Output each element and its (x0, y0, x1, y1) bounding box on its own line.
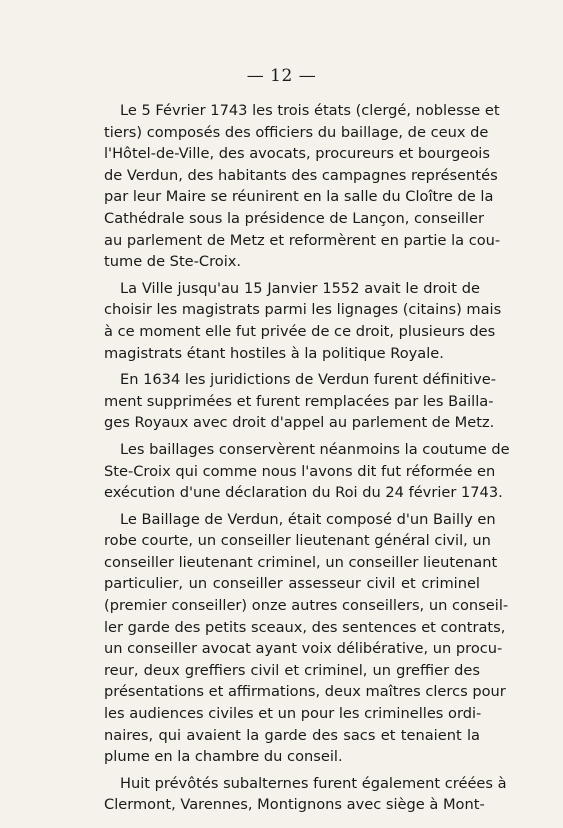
text-line: magistrats étant hostiles à la politique Royale. (104, 344, 444, 362)
text-line: naires, qui avaient la garde des sacs et tenaient la (104, 726, 480, 744)
text-line: tiers) composés des officiers du baillage, de ceux de (104, 123, 489, 141)
paragraph (104, 278, 502, 364)
text-line: Cathédrale sous la présidence de Lançon, conseiller (104, 209, 484, 227)
text-line: au parlement de Metz et reformèrent en partie la cou- (104, 231, 501, 249)
text-line: à ce moment elle fut privée de ce droit, plusieurs des (104, 322, 496, 340)
text-line: un conseiller avocat ayant voix délibérative, un procu- (104, 640, 503, 658)
page-number: — 12 — (246, 66, 317, 86)
paragraph (104, 509, 509, 768)
text-line: Le Baillage de Verdun, était composé d'un Bailly en (120, 510, 496, 528)
text-line: de Verdun, des habitants des campagnes représentés (104, 166, 498, 184)
text-line: choisir les magistrats parmi les lignages (citains) mais (104, 301, 502, 319)
text-line: ges Royaux avec droit d'appel au parlement de Metz. (104, 414, 495, 432)
text-line: Ste-Croix qui comme nous l'avons dit fut réformée en (104, 462, 496, 480)
paragraph (104, 439, 510, 504)
text-line: Huit prévôtés subalternes furent également créées à (120, 774, 507, 792)
text-line: La Ville jusqu'au 15 Janvier 1552 avait le droit de (120, 279, 480, 297)
paragraph (104, 773, 507, 816)
text-line: conseiller lieutenant criminel, un conseiller lieutenant (104, 553, 498, 571)
text-line: les audiences civiles et un pour les criminelles ordi- (104, 705, 482, 723)
text-line: Le 5 Février 1743 les trois états (clergé, noblesse et (120, 102, 500, 119)
text-line: ment supprimées et furent remplacées par les Bailla- (104, 392, 494, 410)
paragraph (104, 100, 501, 273)
text-line: En 1634 les juridictions de Verdun furent définitive- (120, 371, 496, 389)
text-line: tume de Ste-Croix. (104, 253, 242, 271)
text-line: présentations et affirmations, deux maîtres clercs pour (104, 683, 506, 701)
text-line: plume en la chambre du conseil. (104, 748, 343, 766)
text-line: robe courte, un conseiller lieutenant général civil, un (104, 532, 491, 550)
text-line: ler garde des petits sceaux, des sentences et contrats, (104, 618, 506, 636)
text-line: l'Hôtel-de-Ville, des avocats, procureurs et bourgeois (104, 145, 490, 163)
paragraph (104, 369, 496, 434)
body-text (104, 100, 510, 816)
text-line: Clermont, Varennes, Montignons avec siège à Mont- (104, 796, 485, 814)
text-line: exécution d'une déclaration du Roi du 24 février 1743. (104, 484, 503, 502)
text-line: Les baillages conservèrent néanmoins la coutume de (120, 440, 510, 458)
text-line: particulier, un conseiller assesseur civil et criminel (104, 575, 480, 593)
text-line: reur, deux greffiers civil et criminel, un greffier des (104, 661, 480, 679)
text-line: par leur Maire se réunirent en la salle du Cloître de la (104, 188, 494, 206)
text-line: (premier conseiller) onze autres conseillers, un conseil- (104, 597, 509, 615)
